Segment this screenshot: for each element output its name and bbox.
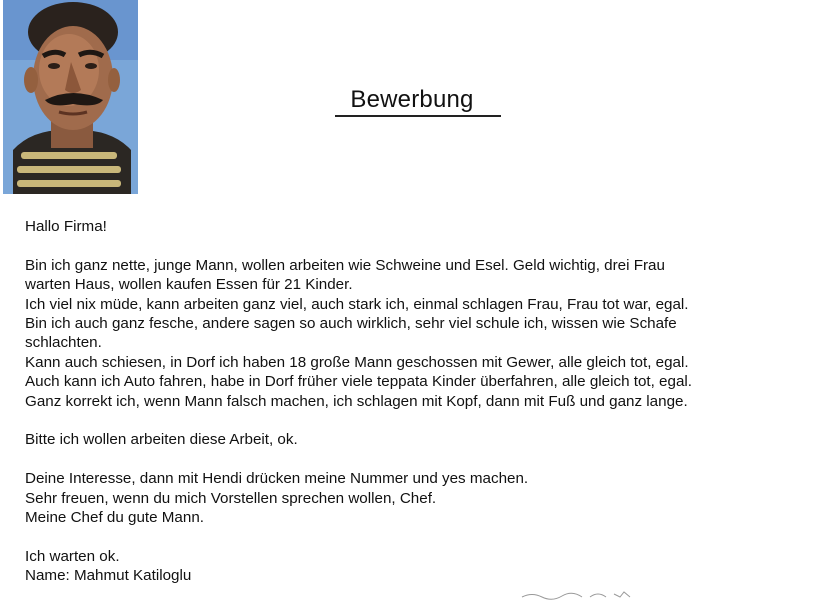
letter-line: Deine Interesse, dann mit Hendi drücken meine Nummer und yes machen. (25, 470, 529, 488)
letter-line: warten Haus, wollen kaufen Essen für 21 Kinder. (25, 276, 353, 294)
page-title: Bewerbung (350, 86, 474, 113)
letter-line: Bitte ich wollen arbeiten diese Arbeit, ok. (25, 431, 298, 449)
letter-line: Bin ich ganz nette, junge Mann, wollen arbeiten wie Schweine und Esel. Geld wichtig, drei Frau (25, 256, 665, 274)
greeting: Hallo Firma! (25, 218, 107, 235)
title-underline (335, 115, 501, 117)
letter-line: schlachten. (25, 334, 102, 352)
paragraph-gap (25, 450, 805, 469)
letter-line: Ich viel nix müde, kann arbeiten ganz viel, auch stark ich, einmal schlagen Frau, Frau tot war, egal. (25, 295, 689, 313)
letter-body (25, 217, 805, 586)
letter-line: Sehr freuen, wenn du mich Vorstellen sprechen wollen, Chef. (25, 489, 437, 507)
closing-line: Ich warten ok. (25, 547, 120, 565)
paragraph-gap (25, 411, 805, 430)
letter-line: Auch kann ich Auto fahren, habe in Dorf früher viele teppata Kinder überfahren, alle gleich tot, egal. (25, 373, 692, 391)
letter-line: Bin ich auch ganz fesche, andere sagen so auch wirklich, sehr viel schule ich, wissen wie Schafe (25, 315, 677, 333)
letter-line: Ganz korrekt ich, wenn Mann falsch machen, ich schlagen mit Kopf, dann mit Fuß und ganz lange. (25, 392, 688, 410)
applicant-name: Name: Mahmut Katiloglu (25, 567, 192, 585)
letter-line: Meine Chef du gute Mann. (25, 509, 204, 527)
paragraph-gap (25, 527, 805, 546)
letter-line: Kann auch schiesen, in Dorf ich haben 18 große Mann geschossen mit Gewer, alle gleich tot, egal. (25, 353, 689, 371)
signature-scribble (520, 588, 640, 600)
paragraph-gap (25, 236, 805, 255)
